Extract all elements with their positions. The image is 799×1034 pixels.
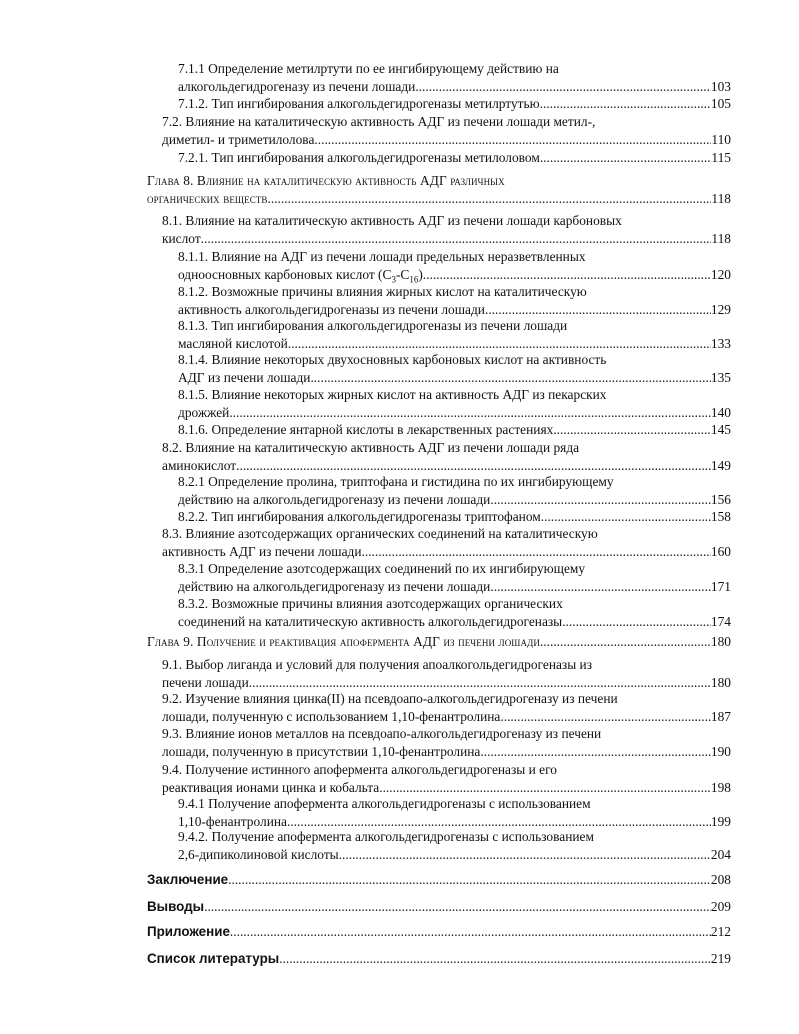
toc-entry-line2: Глава 9. Получение и реактивация апофермента АДГ из печени лошади	[147, 634, 540, 649]
toc-entry-line1: 8.3.1 Определение азотсодержащих соединений по их ингибирующему	[178, 561, 586, 576]
toc-entry-line1: 9.1. Выбор лиганда и условий для получения апоалкогольдегидрогеназы из	[162, 657, 593, 672]
toc-conclusion	[147, 871, 731, 889]
toc-entry-line1: 9.2. Изучение влияния цинка(II) на псевдоапо-алкогольдегидрогеназу из печени	[162, 691, 618, 706]
toc-entry-line2: печени лошади	[162, 674, 249, 690]
toc-entry-line2: соединений на каталитическую активность алкогольдегидрогеназы	[178, 613, 563, 629]
toc-entry-line2: лошади, полученную в присутствии 1,10-фенантролина	[162, 743, 481, 759]
toc-entry-line2: органических веществ	[147, 190, 268, 206]
toc-entry-line2: Список литературы	[147, 951, 280, 966]
toc-entry-line2: 8.2.2. Тип ингибирования алкогольдегидрогеназы триптофаном	[178, 509, 541, 524]
page-number: 156	[710, 491, 731, 507]
leader-dots	[423, 266, 711, 284]
toc-entry-line2: реактивация ионами цинка и кобальта	[162, 779, 380, 795]
toc-entry-line2: активность АДГ из печени лошади	[162, 543, 362, 559]
toc-entry-8-1-5	[178, 386, 731, 421]
toc-entry-7-2-1	[178, 149, 731, 167]
toc-entry-line1: 7.1.1 Определение метилртути по ее ингибирующему действию на	[178, 61, 559, 76]
leader-dots	[268, 190, 712, 208]
toc-entry-line2: Заключение	[147, 872, 229, 887]
toc-entry-8-1-3	[178, 317, 731, 352]
toc-findings	[147, 898, 731, 916]
toc-entry-line1: 8.3. Влияние азотсодержащих органических соединений на каталитическую	[162, 526, 598, 541]
page-number: 103	[710, 78, 731, 94]
toc-entry-line2: кислот	[162, 230, 201, 246]
toc-entry-7-1-2	[178, 95, 731, 113]
toc-entry-line2: одноосновных карбоновых кислот $(С_3-С_{16})$	[178, 266, 423, 285]
toc-entry-line2: 2,6-дипиколиновой кислоты	[178, 846, 339, 862]
toc-entry-7-2	[162, 113, 731, 148]
toc-entry-8-3-2	[178, 595, 731, 630]
page-number: 219	[710, 951, 731, 966]
page-number: 208	[710, 872, 731, 887]
page-number: 149	[710, 457, 731, 473]
toc-entry-9-1	[162, 656, 731, 691]
toc-chapter-8	[147, 172, 731, 207]
leader-dots	[310, 369, 710, 387]
page-number: 187	[710, 708, 731, 724]
toc-entry-line2: действию на алкогольдегидрогеназу из печени лошади	[178, 491, 491, 507]
toc-entry-line2: дрожжей	[178, 404, 230, 420]
page-number: 160	[710, 543, 731, 559]
leader-dots	[490, 491, 711, 509]
leader-dots	[379, 779, 711, 797]
toc-entry-8-3-1	[178, 560, 731, 595]
leader-dots	[485, 301, 711, 319]
page-number: 180	[710, 634, 731, 649]
page-number: 115	[711, 150, 731, 165]
toc-entry-line2: алкогольдегидрогеназу из печени лошади	[178, 78, 416, 94]
toc-entry-line2: Приложение	[147, 924, 230, 939]
leader-dots	[553, 421, 711, 439]
leader-dots	[201, 230, 712, 248]
toc-entry-8-2-1	[178, 473, 731, 508]
page-number: 105	[710, 96, 731, 111]
toc-entry-9-3	[162, 725, 731, 760]
leader-dots	[236, 457, 711, 475]
toc-entry-8-2-2	[178, 508, 731, 526]
toc-entry-line2: диметил- и триметилолова	[162, 131, 315, 147]
toc-entry-line2: действию на алкогольдегидрогеназу из печени лошади	[178, 578, 491, 594]
page-number: 133	[710, 335, 731, 351]
leader-dots	[540, 149, 712, 167]
toc-entry-line1: 8.1.3. Тип ингибирования алкогольдегидрогеназы из печени лошади	[178, 318, 568, 333]
leader-dots	[540, 633, 711, 651]
toc-entry-line2: лошади, полученную с использованием 1,10-фенантролина	[162, 708, 501, 724]
page-number: 129	[710, 301, 731, 317]
toc-entry-8-2	[162, 439, 731, 474]
toc-entry-line1: 8.1.5. Влияние некоторых жирных кислот на активность АДГ из пекарских	[178, 387, 607, 402]
toc-entry-8-1	[162, 212, 731, 247]
toc-entry-line1: 8.2.1 Определение пролина, триптофана и гистидина по их ингибирующему	[178, 474, 614, 489]
toc-entry-line2: 1,10-фенантролина	[178, 813, 287, 829]
leader-dots	[562, 613, 711, 631]
leader-dots	[362, 543, 711, 561]
toc-entry-line2: Выводы	[147, 899, 205, 914]
page-number: 158	[710, 509, 731, 524]
leader-dots	[415, 78, 711, 96]
leader-dots	[540, 95, 711, 113]
leader-dots	[541, 508, 711, 526]
toc-entry-8-1-2	[178, 283, 731, 318]
page-number: 110	[711, 131, 731, 147]
toc-entry-9-4	[162, 761, 731, 796]
toc-entry-line1: 9.4.2. Получение апофермента алкогольдегидрогеназы с использованием	[178, 829, 594, 844]
toc-entry-line1: 7.2. Влияние на каталитическую активность АДГ из печени лошади метил-,	[162, 114, 596, 129]
page-number: 190	[710, 743, 731, 759]
leader-dots	[288, 335, 711, 353]
toc-entry-line1: 9.3. Влияние ионов металлов на псевдоапо-алкогольдегидрогеназу из печени	[162, 726, 602, 741]
page-number: 209	[710, 899, 731, 914]
toc-entry-line2: аминокислот	[162, 457, 237, 473]
toc-entry-line1: 8.1.1. Влияние на АДГ из печени лошади предельных неразветвленных	[178, 249, 586, 264]
leader-dots	[279, 950, 711, 968]
page-number: 171	[710, 578, 731, 594]
toc-entry-8-1-1	[178, 248, 731, 283]
toc-entry-9-2	[162, 690, 731, 725]
toc-entry-line2: активность алкогольдегидрогеназы из печени лошади	[178, 301, 485, 317]
leader-dots	[490, 578, 711, 596]
page-number: 198	[710, 779, 731, 795]
toc-entry-8-3	[162, 525, 731, 560]
toc-entry-8-1-6	[178, 421, 731, 439]
toc-entry-line1: 8.2. Влияние на каталитическую активность АДГ из печени лошади ряда	[162, 440, 580, 455]
toc-chapter-9	[147, 633, 731, 651]
toc-entry-8-1-4	[178, 351, 731, 386]
page-number: 212	[710, 924, 731, 939]
toc-entry-7-1-1	[178, 60, 731, 95]
leader-dots	[228, 871, 711, 889]
toc-entry-line1: 9.4.1 Получение апофермента алкогольдегидрогеназы с использованием	[178, 796, 591, 811]
leader-dots	[229, 404, 711, 422]
toc-entry-line1: Глава 8. Влияние на каталитическую активность АДГ различных	[147, 173, 505, 188]
page-number: 180	[710, 674, 731, 690]
leader-dots	[249, 674, 711, 692]
toc-entry-line2: масляной кислотой	[178, 335, 288, 351]
leader-dots	[500, 708, 711, 726]
toc-entry-line1: 9.4. Получение истинного апофермента алкогольдегидрогеназы и его	[162, 762, 557, 777]
toc-entry-line2: АДГ из печени лошади	[178, 369, 311, 385]
page-number: 204	[710, 846, 731, 862]
toc-appendix	[147, 923, 731, 941]
page-number: 199	[710, 813, 731, 829]
toc-entry-9-4-2	[178, 828, 731, 863]
page-number: 118	[711, 190, 731, 206]
page-number: 135	[710, 369, 731, 385]
page-number: 118	[711, 230, 731, 246]
toc-entry-line1: 8.1.2. Возможные причины влияния жирных кислот на каталитическую	[178, 284, 587, 299]
leader-dots	[230, 923, 711, 941]
page-number: 174	[710, 613, 731, 629]
toc-entry-9-4-1	[178, 795, 731, 830]
toc-entry-line2: 8.1.6. Определение янтарной кислоты в лекарственных растениях	[178, 422, 554, 437]
toc-entry-line1: 8.3.2. Возможные причины влияния азотсодержащих органических	[178, 596, 563, 611]
toc-entry-line2: 7.1.2. Тип ингибирования алкогольдегидрогеназы метилртутью	[178, 96, 540, 111]
toc-entry-line1: 8.1.4. Влияние некоторых двухосновных карбоновых кислот на активность	[178, 352, 607, 367]
page-number: 120	[710, 266, 731, 282]
page-number: 145	[710, 422, 731, 437]
leader-dots	[204, 898, 711, 916]
leader-dots	[480, 743, 711, 761]
page-number: 140	[710, 404, 731, 420]
toc-entry-line1: 8.1. Влияние на каталитическую активность АДГ из печени лошади карбоновых	[162, 213, 622, 228]
toc-entry-line2: 7.2.1. Тип ингибирования алкогольдегидрогеназы метилоловом	[178, 150, 540, 165]
leader-dots	[314, 131, 711, 149]
toc-references	[147, 950, 731, 968]
leader-dots	[339, 846, 711, 864]
